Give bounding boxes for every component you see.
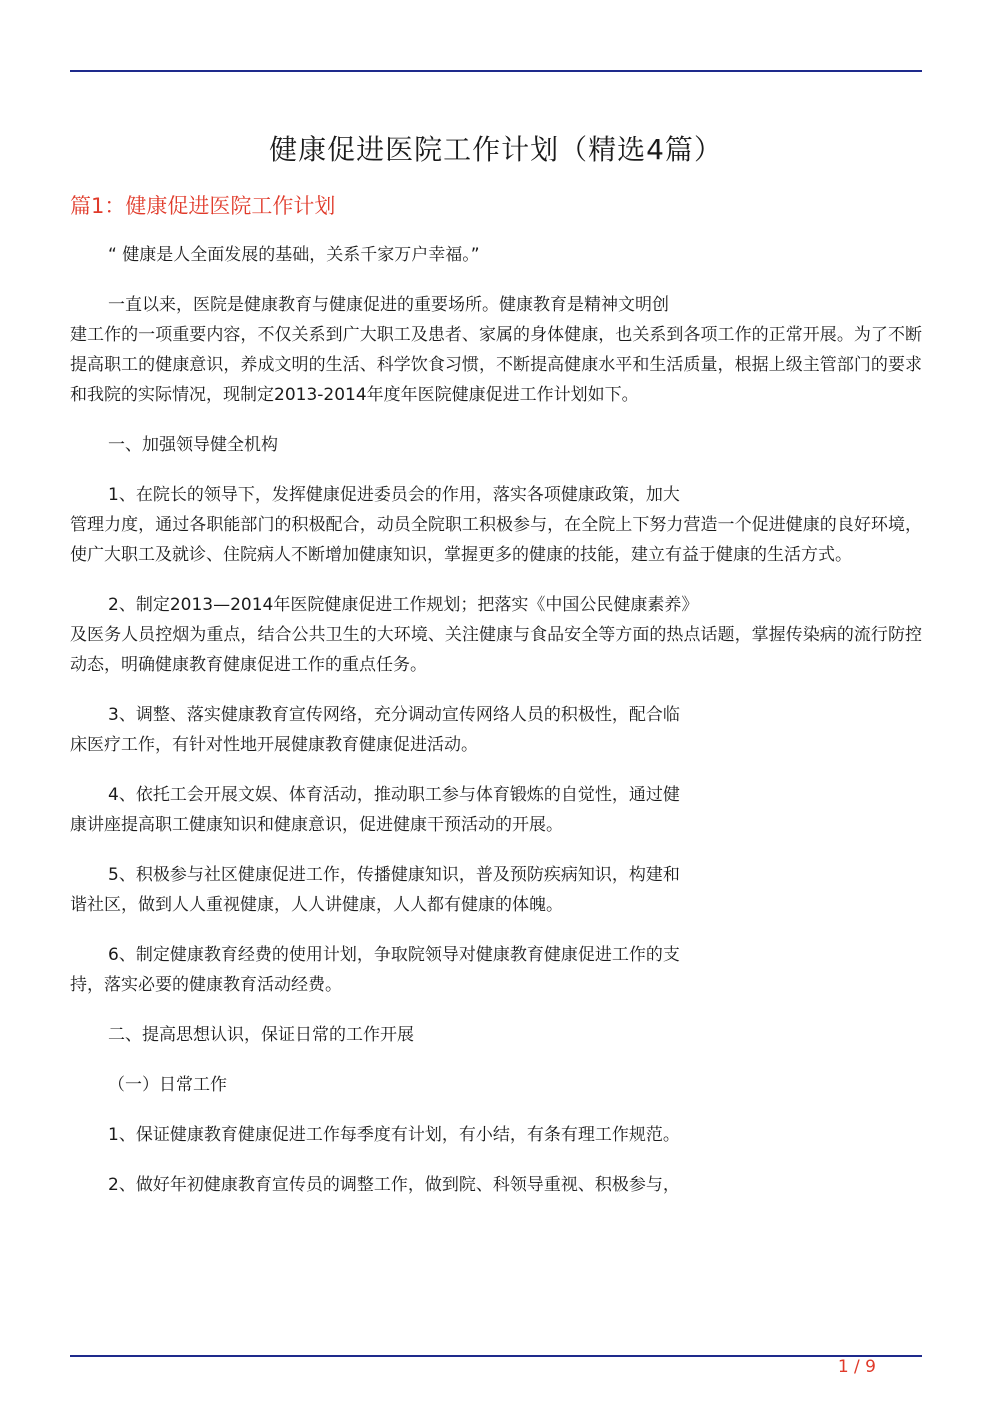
paragraph-first-line: 5、积极参与社区健康促进工作，传播健康知识，普及预防疾病知识，构建和 [108,865,680,885]
paragraph-first-line: 2、做好年初健康教育宣传员的调整工作，做到院、科领导重视、积极参与， [108,1175,680,1195]
paragraph-first-line: 4、依托工会开展文娱、体育活动，推动职工参与体育锻炼的自觉性，通过健 [108,785,680,805]
paragraph [70,1120,922,1150]
section-heading: 篇1：健康促进医院工作计划 [70,194,336,218]
paragraph-first-line: “ 健康是人全面发展的基础，关系千家万户幸福。” [108,245,480,265]
paragraph-body: 谐社区，做到人人重视健康，人人讲健康，人人都有健康的体魄。 [70,895,563,915]
paragraph-first-line: 1、在院长的领导下，发挥健康促进委员会的作用，落实各项健康政策，加大 [108,485,680,505]
paragraph-body: 管理力度，通过各职能部门的积极配合，动员全院职工积极参与，在全院上下努力营造一个促进健康的良好环境，使广大职工及就诊、住院病人不断增加健康知识，掌握更多的健康的技能，建立有益于健康的生活方式。 [70,515,922,565]
paragraph [70,940,922,1000]
paragraph [70,780,922,840]
paragraph [70,1070,922,1100]
header-rule [70,70,922,72]
paragraph [70,1170,922,1200]
paragraph-body: 床医疗工作，有针对性地开展健康教育健康促进活动。 [70,735,478,755]
paragraph-first-line: 一直以来，医院是健康教育与健康促进的重要场所。健康教育是精神文明创 [108,295,669,315]
document-title: 健康促进医院工作计划（精选4篇） [269,133,723,166]
paragraph-first-line: 二、提高思想认识，保证日常的工作开展 [108,1025,414,1045]
paragraph [70,240,922,270]
paragraph [70,860,922,920]
page-number: 1 / 9 [837,1357,876,1377]
paragraph [70,700,922,760]
footer-rule [70,1355,922,1357]
paragraph-first-line: 一、加强领导健全机构 [108,435,278,455]
paragraph [70,480,922,570]
paragraph [70,590,922,680]
paragraph [70,1020,922,1050]
paragraph-body: 康讲座提高职工健康知识和健康意识，促进健康干预活动的开展。 [70,815,563,835]
paragraph [70,430,922,460]
document-body [70,240,922,1220]
paragraph-first-line: 2、制定2013—2014年医院健康促进工作规划；把落实《中国公民健康素养》 [108,595,699,615]
paragraph-first-line: （一）日常工作 [108,1075,227,1095]
paragraph-body: 持，落实必要的健康教育活动经费。 [70,975,342,995]
paragraph-body: 建工作的一项重要内容，不仅关系到广大职工及患者、家属的身体健康，也关系到各项工作的正常开展。为了不断提高职工的健康意识，养成文明的生活、科学饮食习惯，不断提高健康水平和生活质量，根据上级主管部门的要求和我院的实际情况，现制定2013-2014年度年医院健康促进工作计划如下。 [70,325,922,405]
paragraph-first-line: 6、制定健康教育经费的使用计划，争取院领导对健康教育健康促进工作的支 [108,945,680,965]
paragraph-first-line: 1、保证健康教育健康促进工作每季度有计划，有小结，有条有理工作规范。 [108,1125,680,1145]
paragraph [70,290,922,410]
paragraph-first-line: 3、调整、落实健康教育宣传网络，充分调动宣传网络人员的积极性，配合临 [108,705,680,725]
paragraph-body: 及医务人员控烟为重点，结合公共卫生的大环境、关注健康与食品安全等方面的热点话题，掌握传染病的流行防控动态，明确健康教育健康促进工作的重点任务。 [70,625,922,675]
